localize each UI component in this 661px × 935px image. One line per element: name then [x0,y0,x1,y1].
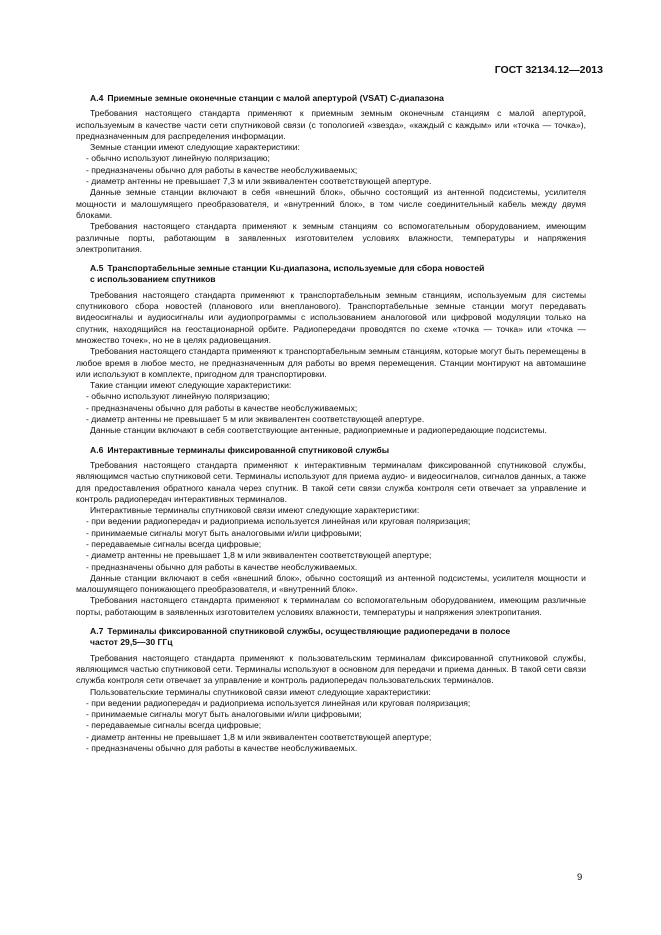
paragraph: Такие станции имеют следующие характеристики: [90,380,292,391]
section-a6 [76,445,586,618]
paragraph: Требования настоящего стандарта применяют к транспортабельным земным станциям, которые могут быть перемещены в любое время в любое место, не предназначенным для работы во время перемещения. Станции монтируют на автомашине или используют в комплекте, пригодном для транспортировки. [76,346,586,379]
section-a7 [76,626,586,754]
list-item: - диаметр антенны не превышает 1,8 м или эквивалентен соответствующей апертуре; [76,550,586,561]
list-item: - обычно используют линейную поляризацию; [76,153,586,164]
list-item: - принимаемые сигналы могут быть аналоговыми и/или цифровыми; [76,709,586,720]
section-a4 [76,93,586,255]
list-item: - передаваемые сигналы всегда цифровые; [76,539,586,550]
paragraph: Требования настоящего стандарта применяют к транспортабельным земным станциям, используемым для системы спутникового сбора новостей (планового или внепланового). Транспортабельные земные станции могут передавать видеосигналы и аудиосигналы или аудиопрограммы с использованием аналоговой или цифровой модуляции только на спутник, находящийся на геостационарной орбите. Радиопередачи проводятся по схеме «точка — точка» или «точка — множество точек», но не в целях радиовещания. [76,289,586,345]
list-item: - диаметр антенны не превышает 7,3 м или эквивалентен соответствующей апертуре. [76,176,586,187]
paragraph: Требования настоящего стандарта применяют к интерактивным терминалам фиксированной спутниковой службы, являющимся частью спутниковой сети. Терминалы используют для приема аудио- и видеосигналов, сигналов данных, а также для предоставления обратного канала через спутник. В такой сети связи служба контроля сети отвечает за управление и контроль радиопередач интерактивных терминалов. [76,459,586,504]
paragraph: Данные станции включают в себя соответствующие антенные, радиоприемные и радиопередающие подсистемы. [90,425,547,436]
paragraph: Данные станции включают в себя «внешний блок», обычно состоящий из антенной подсистемы, усилителя мощности и малошумящего понижающего преобразователя, и «внутренний блок». [76,572,586,595]
section-heading [76,263,586,286]
section-title: Терминалы фиксированной спутниковой службы, осуществляющие радиопередачи в полосе [107,626,511,637]
section-number: А.6 [90,444,104,455]
section-number: А.4 [90,93,104,103]
list-item: - предназначены обычно для работы в качестве необслуживаемых; [76,403,586,414]
page-number: 9 [577,872,583,883]
list-item: - при ведении радиопередач и радиоприема используется линейная или круговая поляризация; [76,698,586,709]
section-number: А.5 [90,263,104,274]
paragraph: Интерактивные терминалы спутниковой связи имеют следующие характеристики: [90,505,420,516]
list-item: - принимаемые сигналы могут быть аналоговыми и/или цифровыми; [76,528,586,539]
section-heading [76,626,586,649]
section-title-continued: частот 29,5—30 ГГц [90,637,173,648]
paragraph: Требования настоящего стандарта применяют к земным станциям со вспомогательным оборудованием, имеющим различные порты, работающим в заявленных изготовителем условиях влажности, температуры и напряжения электропитания. [76,221,586,254]
list-item: - предназначены обычно для работы в качестве необслуживаемых. [76,562,586,573]
section-a5 [76,263,586,436]
paragraph: Требования настоящего стандарта применяют к приемным земным оконечным станциям с малой апертурой, используемым в качестве части сети спутниковой связи (с топологией «звезда», «каждый с каждым» или «точка — точка»), предназначенным для распределения информации. [76,108,586,141]
list-item: - диаметр антенны не превышает 1,8 м или эквивалентен соответствующей апертуре; [76,732,586,743]
document-body [76,93,586,762]
paragraph: Земные станции имеют следующие характеристики: [90,142,300,153]
section-title: Приемные земные оконечные станции с малой апертурой (VSAT) С-диапазона [107,93,444,103]
section-title: Транспортабельные земные станции Ku-диапазона, используемые для сбора новостей [107,263,485,274]
document-id: ГОСТ 32134.12—2013 [494,64,603,76]
list-item: - при ведении радиопередач и радиоприема используется линейная или круговая поляризация; [76,516,586,527]
list-item: - предназначены обычно для работы в качестве необслуживаемых; [76,165,586,176]
paragraph: Пользовательские терминалы спутниковой связи имеют следующие характеристики: [90,686,431,697]
list-item: - диаметр антенны не превышает 5 м или эквивалентен соответствующей апертуре. [76,414,586,425]
section-heading [76,93,586,104]
paragraph: Требования настоящего стандарта применяют к пользовательским терминалам фиксированной спутниковой службы, являющимся частью спутниковой сети. Терминалы используют в основном для передачи и приема данных. В такой сети связи служба контроля сети отвечает за управление и контроль радиопередач пользовательских терминалов. [76,652,586,686]
paragraph: Данные земные станции включают в себя «внешний блок», обычно состоящий из антенной подсистемы, усилителя мощности и малошумящего преобразователя, и «внутренний блок», в том числе соединительный кабель между двумя блоками. [76,187,586,220]
list-item: - передаваемые сигналы всегда цифровые; [76,720,586,731]
section-title-continued: с использованием спутников [90,274,216,285]
paragraph: Требования настоящего стандарта применяют к терминалам со вспомогательным оборудованием, имеющим различные порты, работающим в заявленных изготовителем условиях влажности, температуры и напряжения электропитания. [76,595,586,617]
list-item: - предназначены обычно для работы в качестве необслуживаемых. [76,743,586,754]
section-title: Интерактивные терминалы фиксированной спутниковой службы [107,444,390,455]
section-number: А.7 [90,626,104,637]
list-item: - обычно используют линейную поляризацию; [76,391,586,402]
section-heading [76,445,586,456]
